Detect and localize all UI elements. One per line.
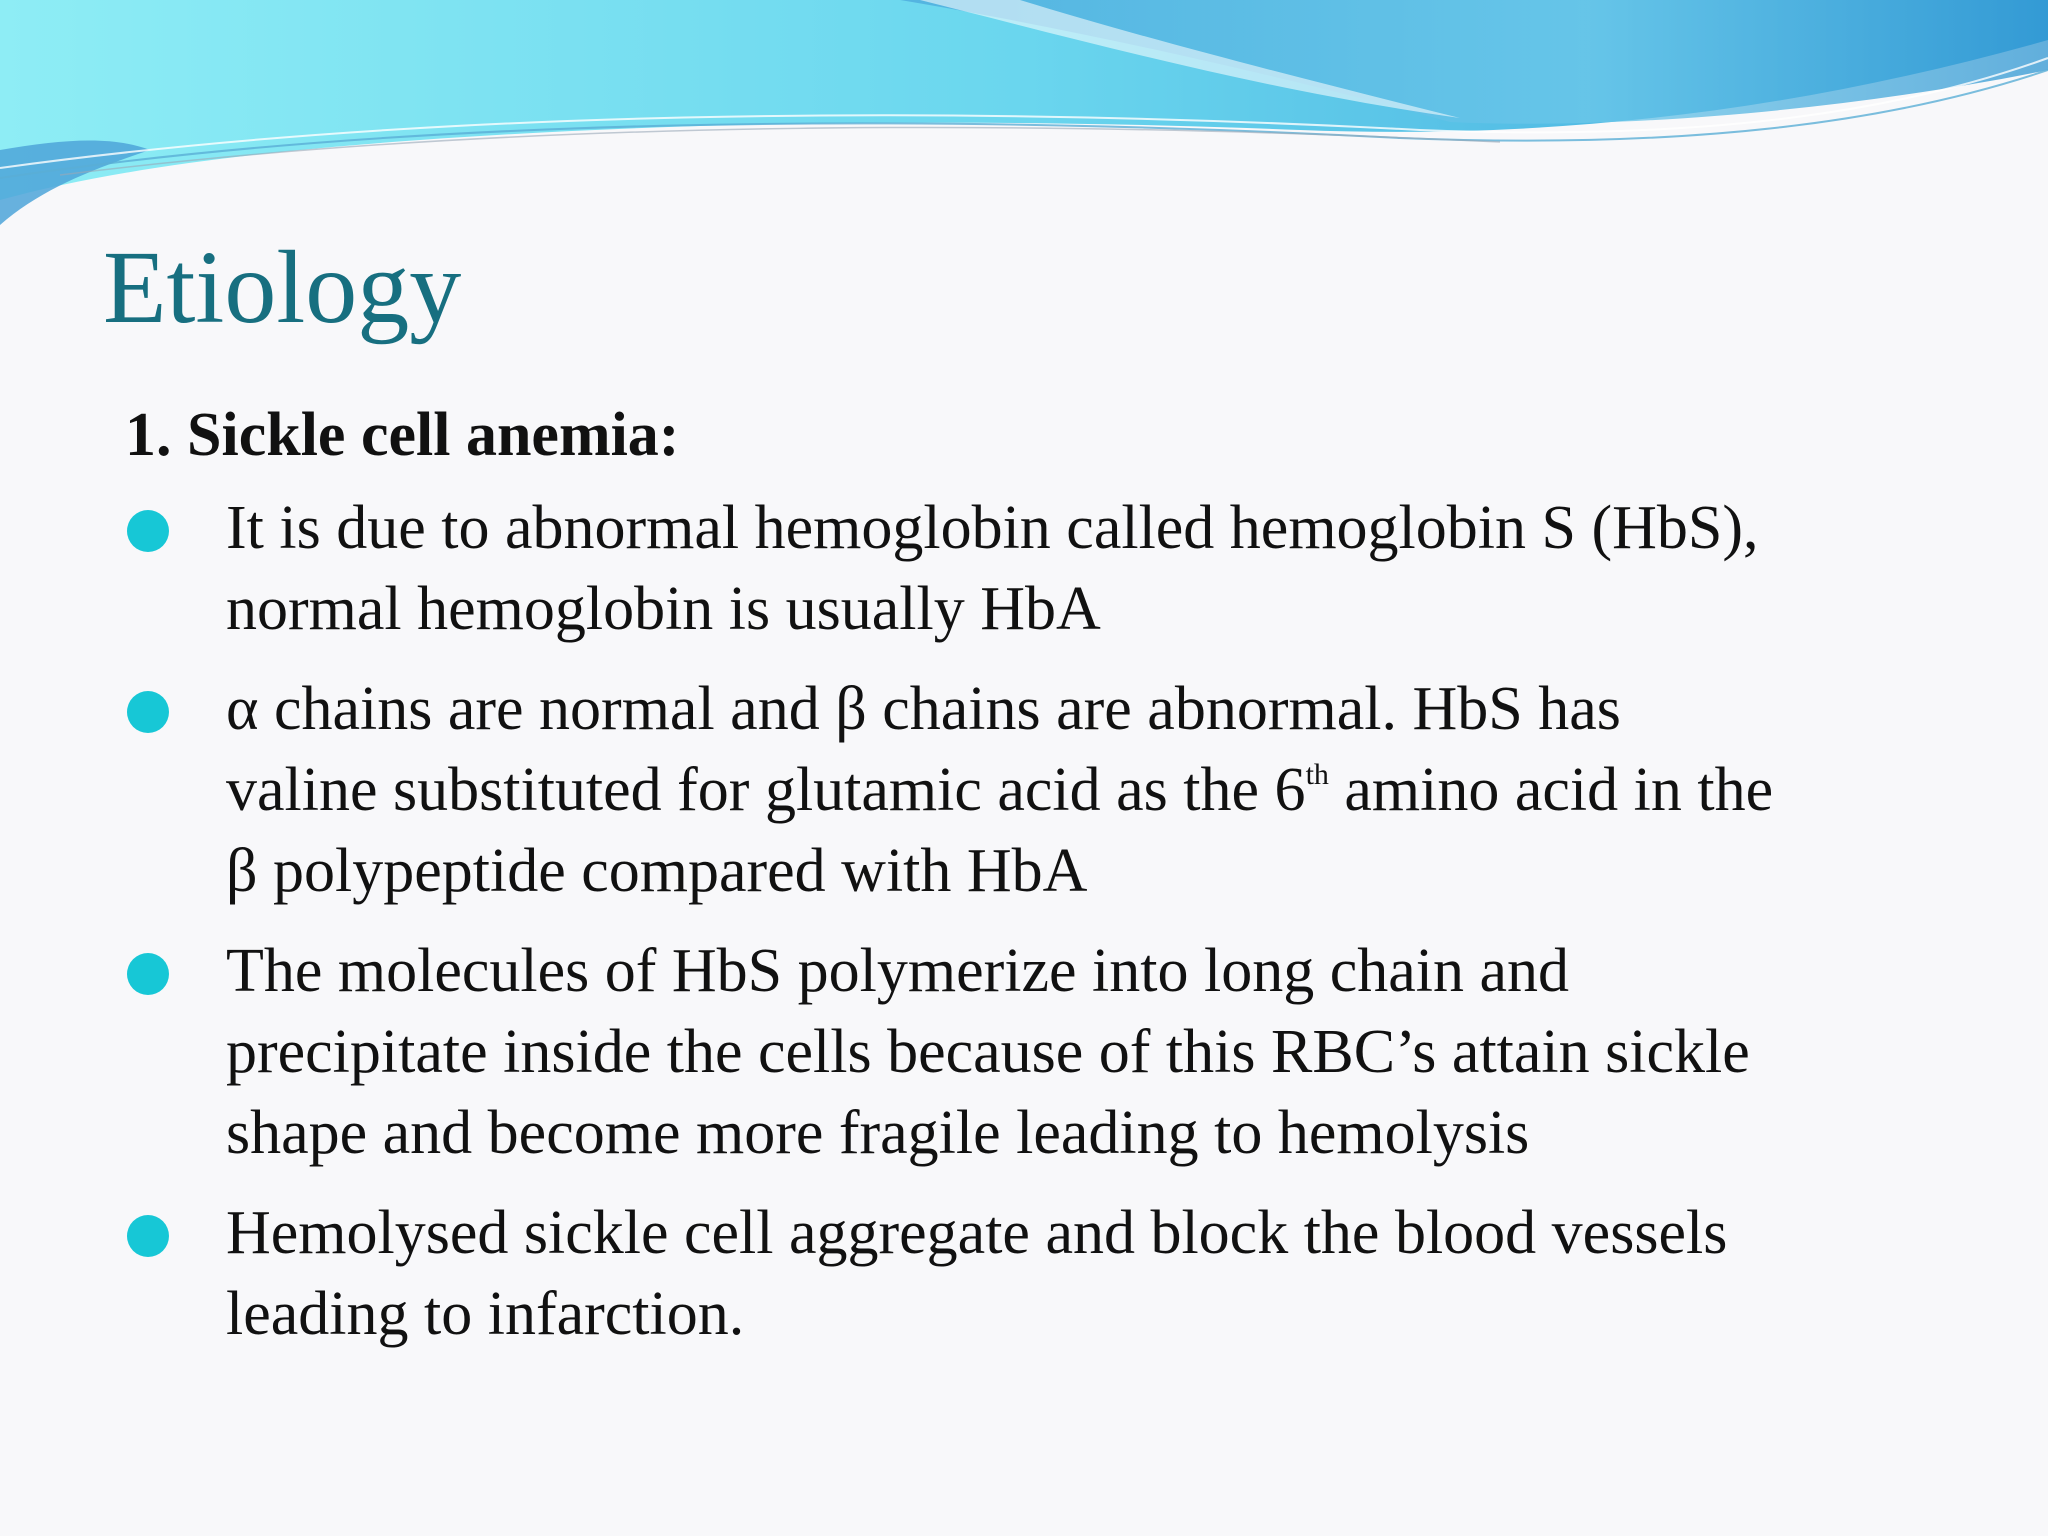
bullet-item bbox=[0, 1193, 2048, 1355]
header-wave-decoration bbox=[0, 0, 2048, 240]
bullet-line: precipitate inside the cells because of this RBC’s attain sickle bbox=[226, 1018, 1750, 1086]
slide-title: Etiology bbox=[103, 230, 462, 345]
bullet-item bbox=[0, 931, 2048, 1174]
bullet-line: The molecules of HbS polymerize into long chain and bbox=[226, 937, 1569, 1005]
bullet-dot-icon bbox=[127, 1215, 169, 1257]
bullet-line: normal hemoglobin is usually HbA bbox=[226, 575, 1101, 643]
bullet-item bbox=[0, 488, 2048, 650]
bullet-dot-icon bbox=[127, 953, 169, 995]
section-heading: 1. Sickle cell anemia: bbox=[125, 401, 680, 469]
bullet-line: α chains are normal and β chains are abnormal. HbS has bbox=[226, 675, 1621, 743]
bullet-dot-icon bbox=[127, 510, 169, 552]
bullet-line: shape and become more fragile leading to hemolysis bbox=[226, 1099, 1530, 1167]
bullet-line bbox=[226, 750, 1988, 831]
bullet-line: leading to infarction. bbox=[226, 1280, 745, 1348]
bullet-line-text: amino acid in the bbox=[1328, 756, 1774, 824]
bullet-line: It is due to abnormal hemoglobin called hemoglobin S (HbS), bbox=[226, 494, 1759, 562]
bullet-list bbox=[0, 488, 2048, 1374]
bullet-item bbox=[0, 669, 2048, 912]
ordinal-superscript: th bbox=[1305, 758, 1329, 791]
bullet-line: Hemolysed sickle cell aggregate and block the blood vessels bbox=[226, 1199, 1728, 1267]
bullet-dot-icon bbox=[127, 691, 169, 733]
bullet-line-text: valine substituted for glutamic acid as the 6 bbox=[226, 756, 1306, 824]
bullet-line: β polypeptide compared with HbA bbox=[226, 837, 1088, 905]
